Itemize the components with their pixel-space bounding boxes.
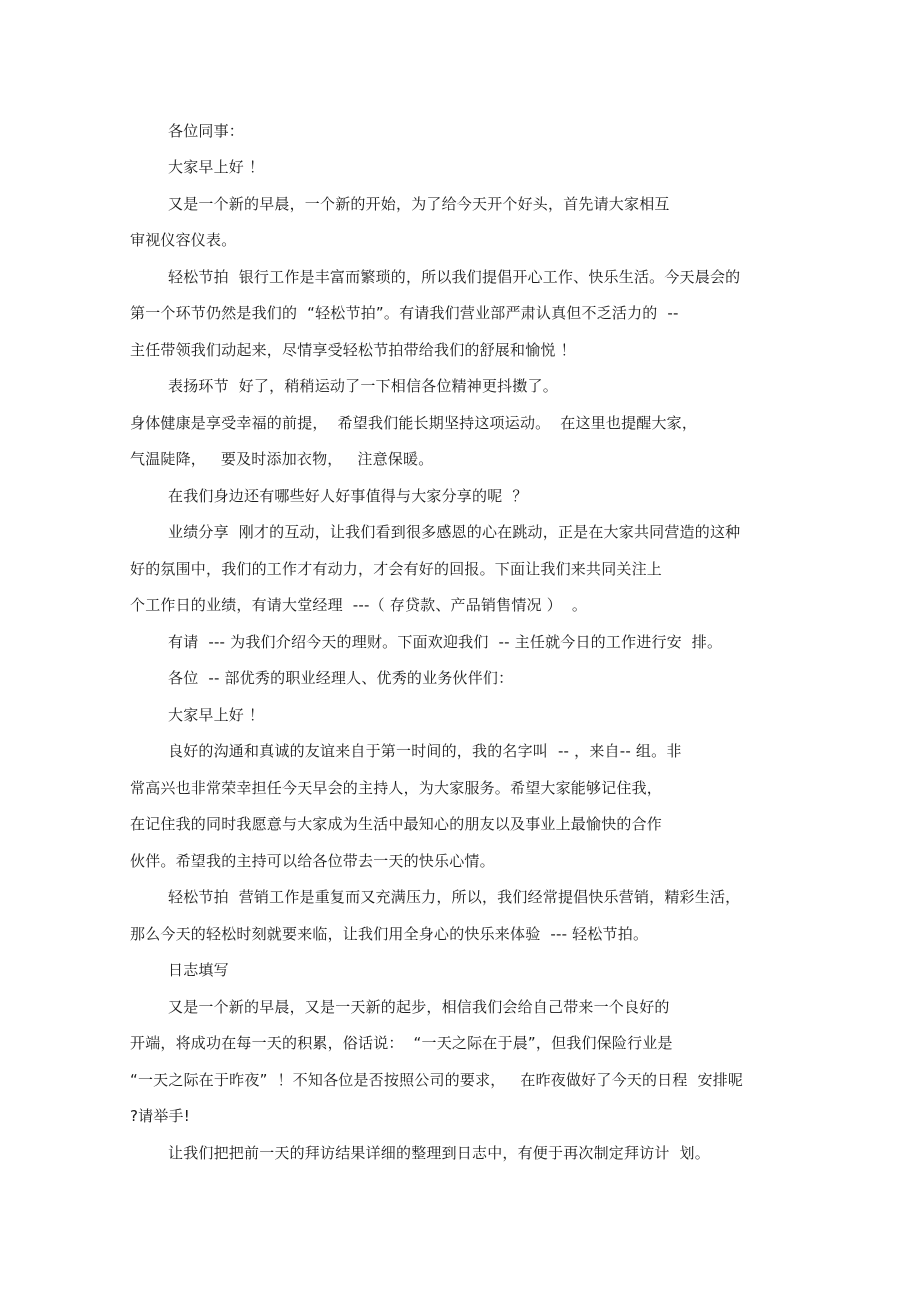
paragraph-line: ?请举手! <box>130 1107 190 1125</box>
paragraph-line: 个工作日的业绩，有请大堂经理 ---（ 存贷款、产品销售情况 ） 。 <box>130 596 588 614</box>
paragraph-line: 良好的沟通和真诚的友谊来自于第一时间的，我的名字叫 -- ，来自-- 组。非 <box>168 742 682 760</box>
good-morning-line: 大家早上好 ！ <box>168 706 265 724</box>
paragraph-line: “一天之际在于昨夜” ！不知各位是否按照公司的要求， 在昨夜做好了今天的日程 安排呢 <box>130 1071 744 1089</box>
good-morning-line: 大家早上好 ！ <box>168 158 265 176</box>
paragraph-line: 各位 -- 部优秀的职业经理人、优秀的业务伙伴们： <box>168 669 514 687</box>
paragraph-line: 第一个环节仍然是我们的 “轻松节拍”。有请我们营业部严肃认真但不乏活力的 -- <box>130 304 679 322</box>
paragraph-line: 有请 --- 为我们介绍今天的理财。下面欢迎我们 -- 主任就今日的工作进行安 排。 <box>168 633 723 651</box>
section-heading-log: 日志填写 <box>168 961 229 979</box>
paragraph-line: 好的氛围中，我们的工作才有动力，才会有好的回报。下面让我们来共同关注上 <box>130 560 663 578</box>
paragraph-line: 身体健康是享受幸福的前提， 希望我们能长期坚持这项运动。 在这里也提醒大家， <box>130 414 698 432</box>
paragraph-line: 那么今天的轻松时刻就要来临，让我们用全身心的快乐来体验 --- 轻松节拍。 <box>130 925 649 943</box>
paragraph-line: 又是一个新的早晨，又是一天新的起步，相信我们会给自己带来一个良好的 <box>168 998 670 1016</box>
paragraph-line: 轻松节拍 银行工作是丰富而繁琐的，所以我们提倡开心工作、快乐生活。今天晨会的 <box>168 268 741 286</box>
paragraph-line: 轻松节拍 营销工作是重复而又充满压力，所以，我们经常提倡快乐营销，精彩生活， <box>168 888 741 906</box>
paragraph-line: 让我们把把前一天的拜访结果详细的整理到日志中，有便于再次制定拜访计 划。 <box>168 1144 710 1162</box>
paragraph-line: 业绩分享 刚才的互动，让我们看到很多感恩的心在跳动，正是在大家共同营造的这种 <box>168 523 741 541</box>
paragraph-line: 常高兴也非常荣幸担任今天早会的主持人，为大家服务。希望大家能够记住我， <box>130 779 663 797</box>
paragraph-line: 审视仪容仪表。 <box>130 231 237 249</box>
paragraph-line: 又是一个新的早晨，一个新的开始，为了给今天开个好头，首先请大家相互 <box>168 195 670 213</box>
greeting-colleagues: 各位同事： <box>168 122 245 140</box>
paragraph-line: 开端，将成功在每一天的积累，俗话说： “一天之际在于晨”，但我们保险行业是 <box>130 1034 673 1052</box>
paragraph-line: 伙伴。希望我的主持可以给各位带去一天的快乐心情。 <box>130 852 495 870</box>
paragraph-line: 在我们身边还有哪些好人好事值得与大家分享的呢 ？ <box>168 487 528 505</box>
paragraph-line: 气温陡降， 要及时添加衣物， 注意保暖。 <box>130 450 434 468</box>
paragraph-line: 在记住我的同时我愿意与大家成为生活中最知心的朋友以及事业上最愉快的合作 <box>130 815 663 833</box>
paragraph-line: 主任带领我们动起来，尽情享受轻松节拍带给我们的舒展和愉悦 ！ <box>130 341 576 359</box>
paragraph-line: 表扬环节 好了，稍稍运动了一下相信各位精神更抖擞了。 <box>168 377 558 395</box>
